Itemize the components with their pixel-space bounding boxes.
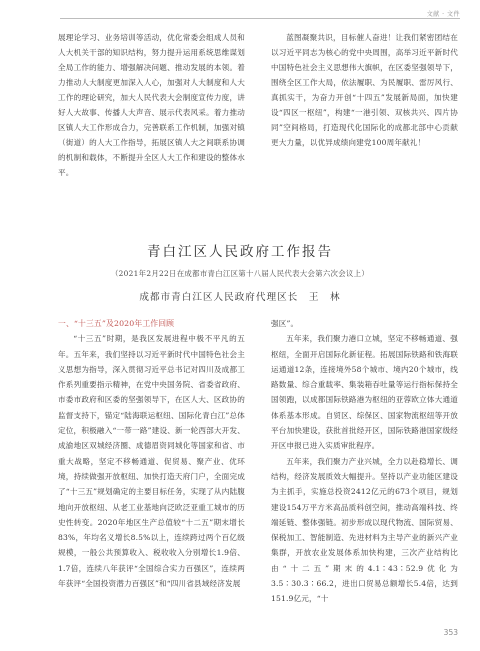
body-right-paragraph-1: 强区”。 (271, 319, 299, 328)
top-left-column (58, 30, 245, 190)
top-right-column (271, 30, 458, 190)
body-right-column (271, 316, 458, 638)
top-right-paragraph: 蓝图凝聚共识，目标催人奋进！让我们紧密团结在以习近平同志为核心的党中央周围，高举习近平新时代中国特色社会主义思想伟大旗帜，在区委坚强领导下，围绕全区工作大局，依法履职、为民履职、雷厉风行、真抓实干，为奋力开创“十四五”发展新局面，加快建设“四区一枢纽”，构建“一港引领、双核共兴、四片协同”空间格局，打造现代化国际化的成都北部中心贡献更大力量，以优异成绩向建党100周年献礼！ (271, 33, 458, 147)
report-title: 青白江区人民政府工作报告 (147, 244, 333, 260)
body-right-paragraph-3: 五年来，我们聚力产业兴城，全力以赴稳增长、调结构，经济发展质效大幅提升。坚持以产业功能区建设为主抓手，实施总投资2412亿元的673个项目，规划建设154万平方米高品质科创空间，推动高端科技、终端延链、整体强链。初步形成以现代物流、国际贸易、保税加工、智能制造、先进材料为主导产业的新兴产业集群，开放农业发展体系加快构建，三次产业结构比由“十二五”期末的4.1∶43∶52.9优化为3.5∶30.3∶66.2，进出口贸易总额增长5.4倍，达到151.9亿元，“十 (271, 456, 458, 604)
top-left-paragraph: 展理论学习、业务培训等活动，优化常委会组成人员和人大机关干部的知识结构，努力提升运用系统思维谋划全局工作的能力、增强解决问题、推动发展的本领。着力推动人大制度更加深入人心，加强对人大制度和人大工作的理论研究，加大人民代表大会制度宣传力度，讲好人大故事、传播人大声音、展示代表风采。着力推动区镇人大工作形成合力，完善联系工作机制，加强对镇（街道）的人大工作指导，拓展区镇人大之间联系协调的机制和载体，不断提升全区人大工作和建设的整体水平。 (58, 33, 245, 177)
body-text-columns (58, 316, 458, 638)
body-right-paragraph-2: 五年来，我们聚力港口立城，坚定不移畅通道、强枢纽，全面开启国际化新征程。拓展国际铁路和铁海联运通道12条，连接境外58个城市、境内20个城市，线路数量、综合重载率、集装箱吞吐量等运行指标保持全国领跑，以成都国际铁路港为枢纽的亚蓉欧立体大通道体系基本形成。自贸区、综保区、国家物流枢纽等开放平台加快建设，获批首批经开区，国际铁路港国家级经开区申报已进入实质审批程序。 (271, 334, 458, 451)
header-rule (60, 18, 460, 19)
body-left-paragraph: “十三五”时期，是我区发展进程中极不平凡的五年。五年来，我们坚持以习近平新时代中国特色社会主义思想为指导，深入贯彻习近平总书记对四川及成都工作系列重要指示精神，在党中央国务院、省委省政府、市委市政府和区委的坚强领导下，在区人大、区政协的监督支持下，锚定“陆海联运枢纽、国际化青白江”总体定位，积极融入“一带一路”建设、新一轮西部大开发、成渝地区双城经济圈、成德眉资同城化等国家和省、市重大战略，坚定不移畅通道、促贸易、聚产业、优环境，持续做强开放枢纽、加快打造天府门户，全面完成了“十三五”规划确定的主要目标任务，实现了从内陆腹地向开放枢纽、从老工业基地向泛欧泛亚重工城市的历史性转变。2020年地区生产总值较“十二五”期末增长83%，年均名义增长8.5%以上，连续跨过两个百亿级规模，一般公共预算收入、税收收入分别增长1.9倍、1.7倍，连续八年获评“全国综合实力百强区”，连续两年获评“全国投资潜力百强区”和“四川省县域经济发展 (58, 334, 245, 589)
section-heading: 一、“十三五”及2020年工作回顾 (58, 319, 175, 328)
report-author: 成都市青白江区人民政府代理区长 王 林 (139, 292, 341, 303)
page-number: 353 (443, 628, 458, 637)
body-left-column (58, 316, 245, 638)
top-text-columns (58, 30, 458, 190)
report-subtitle: （2021年2月22日在成都市青白江区第十八届人民代表大会第六次会议上） (110, 269, 370, 278)
section-tag: 文献 · 文件 (426, 11, 460, 18)
